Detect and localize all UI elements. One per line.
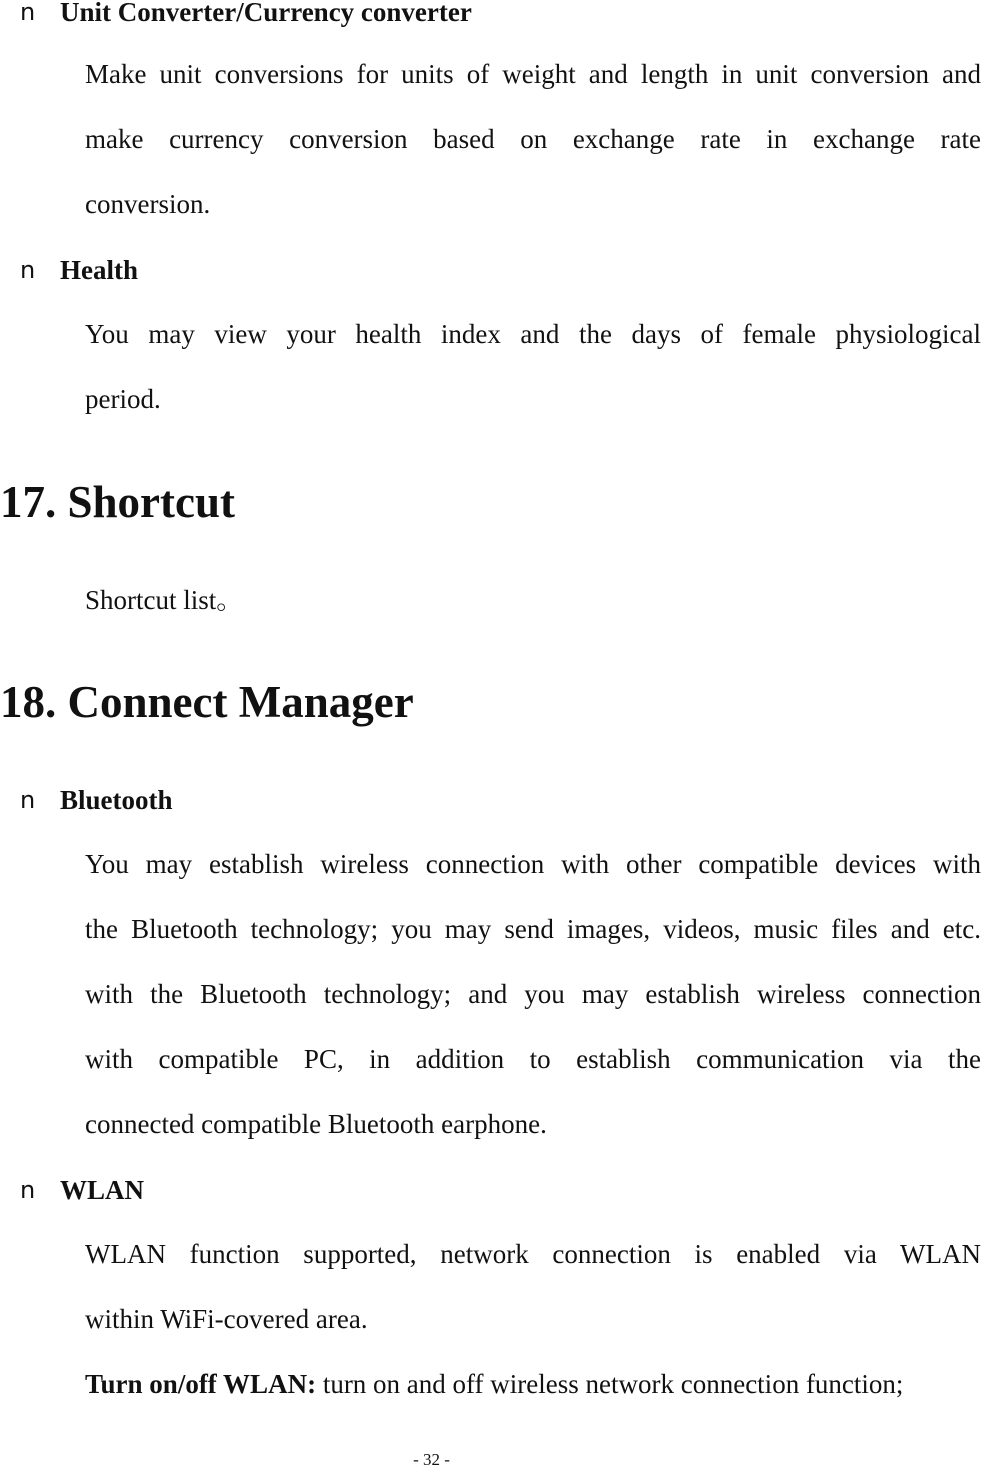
wlan-description (85, 1222, 981, 1417)
health-title: Health (60, 254, 138, 285)
section-heading-connect-manager: 18. Connect Manager (0, 677, 414, 727)
text-line: within WiFi-covered area. (85, 1304, 368, 1334)
bluetooth-title: Bluetooth (60, 784, 173, 815)
text-line: make currency conversion based on exchange rate in exchange rate (85, 124, 981, 154)
text-line: Shortcut list。 (85, 585, 244, 615)
wlan-toggle-label: Turn on/off WLAN: (85, 1369, 317, 1399)
health-description (85, 302, 981, 432)
text-line: Make unit conversions for units of weight and length in unit conversion and (85, 59, 981, 89)
wlan-toggle-text: turn on and off wireless network connection function; (316, 1369, 904, 1399)
section-heading-shortcut: 17. Shortcut (0, 477, 235, 527)
wlan-toggle-line (85, 1352, 981, 1417)
wlan-title: WLAN (60, 1174, 145, 1205)
text-line: You may view your health index and the days of female physiological (85, 319, 981, 349)
text-line: conversion. (85, 189, 211, 219)
text-line: period. (85, 384, 161, 414)
text-line: WLAN function supported, network connection is enabled via WLAN (85, 1239, 981, 1269)
text-line: connected compatible Bluetooth earphone. (85, 1109, 547, 1139)
text-line: with compatible PC, in addition to establish communication via the (85, 1044, 981, 1074)
bullet-icon: n (20, 0, 36, 26)
shortcut-description (85, 568, 981, 633)
page-number: - 32 - (413, 1450, 450, 1469)
text-line: with the Bluetooth technology; and you may establish wireless connection (85, 979, 981, 1009)
text-line: You may establish wireless connection with other compatible devices with (85, 849, 981, 879)
bullet-icon: n (20, 1176, 36, 1204)
unit-converter-description (85, 42, 981, 237)
unit-converter-title: Unit Converter/Currency converter (60, 0, 472, 27)
bullet-icon: n (20, 786, 36, 814)
bullet-icon: n (20, 256, 36, 284)
text-line: the Bluetooth technology; you may send images, videos, music files and etc. (85, 914, 981, 944)
bluetooth-description (85, 832, 981, 1157)
